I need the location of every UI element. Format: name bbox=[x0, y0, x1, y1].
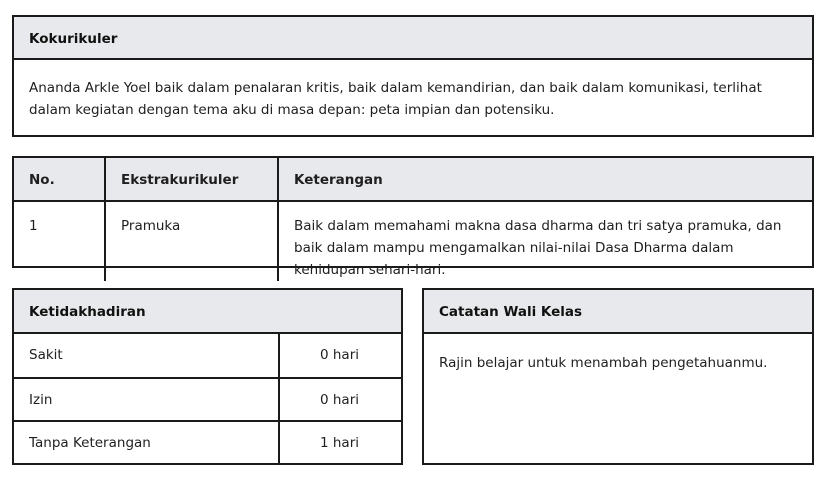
row-no: 1 bbox=[14, 201, 105, 281]
kokurikuler-text: Ananda Arkle Yoel baik dalam penalaran kritis, baik dalam kemandirian, dan baik dalam komunikasi, terlihat dalam kegiatan dengan tema aku di masa depan: peta impian dan potensiku. bbox=[29, 80, 762, 118]
kokurikuler-title: Kokurikuler bbox=[14, 17, 812, 60]
catatan-title: Catatan Wali Kelas bbox=[424, 290, 812, 334]
row-keterangan: Baik dalam memahami makna dasa dharma dan tri satya pramuka, dan baik dalam mampu mengamalkan nilai-nilai Dasa Dharma dalam kehidupan sehari-hari. bbox=[294, 218, 782, 278]
header-keterangan: Keterangan bbox=[278, 158, 812, 201]
catatan-wali-kelas-section bbox=[422, 288, 814, 465]
header-ekstrakurikuler: Ekstrakurikuler bbox=[105, 158, 278, 201]
table-row bbox=[14, 201, 812, 281]
absence-row-tanpa-keterangan bbox=[14, 420, 401, 463]
kokurikuler-section bbox=[12, 15, 814, 137]
absence-value: 0 hari bbox=[319, 347, 359, 363]
absence-label: Sakit bbox=[14, 334, 280, 377]
ketidakhadiran-title: Ketidakhadiran bbox=[14, 290, 401, 334]
row-ekstrakurikuler: Pramuka bbox=[105, 201, 278, 281]
absence-value: 1 hari bbox=[319, 435, 359, 451]
catatan-text: Rajin belajar untuk menambah pengetahuanmu. bbox=[439, 355, 768, 371]
absence-row-sakit bbox=[14, 334, 401, 377]
absence-label: Tanpa Keterangan bbox=[14, 422, 280, 463]
header-no: No. bbox=[14, 158, 105, 201]
absence-value: 0 hari bbox=[319, 392, 359, 408]
ketidakhadiran-section bbox=[12, 288, 403, 465]
absence-row-izin bbox=[14, 377, 401, 420]
ekstrakurikuler-table bbox=[12, 156, 814, 278]
absence-label: Izin bbox=[14, 379, 280, 420]
